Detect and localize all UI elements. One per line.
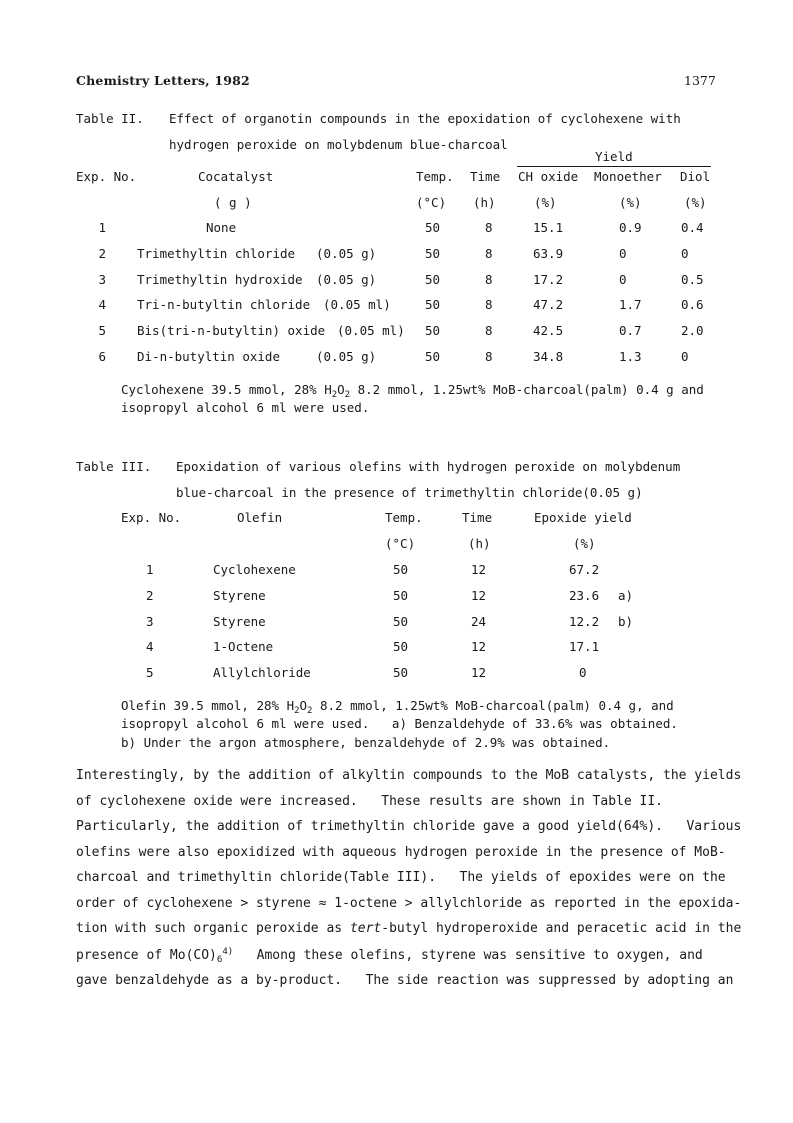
table-3-col-time: Time (462, 510, 493, 525)
monoether: 0 (619, 246, 627, 261)
time: 8 (485, 246, 493, 261)
note-text: 8.2 mmol, 1.25wt% MoB-charcoal(palm) 0.4 g and (350, 382, 704, 397)
subscript: 2 (294, 706, 300, 716)
table-2-label: Table II. (76, 111, 144, 126)
temp: 50 (393, 562, 409, 577)
table-2-col-time: Time (470, 169, 501, 184)
yield: 0 (579, 665, 587, 680)
footnote-ref: a) (618, 588, 634, 603)
table-2-unit-monoether: (%) (619, 195, 642, 210)
body-line: of cyclohexene oxide were increased. These results are shown in Table II. (76, 794, 663, 809)
subscript: 6 (216, 955, 223, 965)
exp-no: 3 (98, 272, 106, 287)
journal-header: Chemistry Letters, 1982 (76, 73, 250, 88)
footnote-ref: b) (618, 614, 634, 629)
table-2-col-cocatalyst: Cocatalyst (198, 169, 274, 184)
body-line: Interestingly, by the addition of alkyltin compounds to the MoB catalysts, the yields (76, 768, 742, 783)
olefin: Allylchloride (213, 665, 311, 680)
temp: 50 (425, 246, 441, 261)
monoether: 1.3 (619, 349, 642, 364)
body-line: order of cyclohexene > styrene ≈ 1-octene > allylchloride as reported in the epoxida- (76, 896, 742, 911)
time: 12 (471, 665, 487, 680)
note-text: Cyclohexene 39.5 mmol, 28% H (121, 382, 332, 397)
amount: (0.05 ml) (323, 297, 391, 312)
monoether: 0.7 (619, 323, 642, 338)
body-line: charcoal and trimethyltin chloride(Table III). The yields of epoxides were on the (76, 870, 726, 885)
subscript: 2 (344, 390, 351, 400)
time: 12 (471, 588, 487, 603)
table-2-caption-line-2: hydrogen peroxide on molybdenum blue-charcoal (169, 137, 508, 152)
yield: 67.2 (569, 562, 600, 577)
exp-no: 5 (146, 665, 154, 680)
yield: 23.6 (569, 588, 600, 603)
table-3-label: Table III. (76, 459, 152, 474)
cocatalyst: Bis(tri-n-butyltin) oxide (137, 323, 326, 338)
body-line: olefins were also epoxidized with aqueous hydrogen peroxide in the presence of MoB- (76, 845, 726, 860)
table-2-note-line-1 (121, 382, 704, 400)
monoether: 0.9 (619, 220, 642, 235)
table-2-caption-line-1: Effect of organotin compounds in the epoxidation of cyclohexene with (169, 111, 681, 126)
diol: 0.5 (681, 272, 704, 287)
temp: 50 (425, 349, 441, 364)
cocatalyst: Di-n-butyltin oxide (137, 349, 280, 364)
table-2-col-exp: Exp. No. (76, 169, 137, 184)
temp: 50 (425, 220, 441, 235)
body-line: gave benzaldehyde as a by-product. The side reaction was suppressed by adopting an (76, 973, 734, 988)
table-3-caption-line-2: blue-charcoal in the presence of trimethyltin chloride(0.05 g) (176, 485, 643, 500)
amount: (0.05 g) (316, 272, 377, 287)
table-2-unit-cocatalyst: ( g ) (214, 195, 252, 210)
diol: 0 (681, 246, 689, 261)
cocatalyst: Tri-n-butyltin chloride (137, 297, 311, 312)
body-text: presence of Mo(CO) (76, 948, 217, 963)
note-text: O (337, 382, 345, 397)
table-3-caption-line-1: Epoxidation of various olefins with hydrogen peroxide on molybdenum (176, 459, 681, 474)
time: 8 (485, 323, 493, 338)
table-2-yield-header: Yield (595, 149, 633, 164)
amount: (0.05 g) (316, 349, 377, 364)
table-2-col-ch-oxide: CH oxide (518, 169, 579, 184)
table-3-note-line-3: b) Under the argon atmosphere, benzaldehyde of 2.9% was obtained. (121, 735, 611, 750)
exp-no: 1 (146, 562, 154, 577)
time: 12 (471, 639, 487, 654)
ch-oxide: 15.1 (533, 220, 564, 235)
olefin: Cyclohexene (213, 562, 296, 577)
subscript: 2 (307, 706, 313, 716)
table-2-note-line-2: isopropyl alcohol 6 ml were used. (121, 400, 370, 415)
body-line: Particularly, the addition of trimethyltin chloride gave a good yield(64%). Various (76, 819, 742, 834)
cocatalyst: Trimethyltin chloride (137, 246, 296, 261)
time: 8 (485, 272, 493, 287)
amount: (0.05 ml) (337, 323, 405, 338)
table-2-unit-time: (h) (473, 195, 496, 210)
exp-no: 5 (98, 323, 106, 338)
table-3-col-yield: Epoxide yield (534, 510, 632, 525)
table-3-col-temp: Temp. (385, 510, 423, 525)
table-2-unit-ch-oxide: (%) (534, 195, 557, 210)
exp-no: 2 (98, 246, 106, 261)
time: 12 (471, 562, 487, 577)
temp: 50 (393, 588, 409, 603)
diol: 2.0 (681, 323, 704, 338)
ch-oxide: 34.8 (533, 349, 564, 364)
table-3-note-line-1 (121, 698, 674, 716)
note-text: O (299, 698, 308, 713)
table-2-col-diol: Diol (680, 169, 711, 184)
note-text: 8.2 mmol, 1.25wt% MoB-charcoal(palm) 0.4 g, and (312, 698, 674, 713)
temp: 50 (425, 297, 441, 312)
body-line (76, 921, 741, 936)
diol: 0.4 (681, 220, 704, 235)
time: 8 (485, 349, 493, 364)
exp-no: 4 (146, 639, 154, 654)
ch-oxide: 17.2 (533, 272, 564, 287)
yield: 12.2 (569, 614, 600, 629)
time: 8 (485, 297, 493, 312)
monoether: 1.7 (619, 297, 642, 312)
temp: 50 (425, 323, 441, 338)
reference-mark: 4) (222, 947, 234, 957)
table-3-note-line-2: isopropyl alcohol 6 ml were used. a) Benzaldehyde of 33.6% was obtained. (121, 716, 678, 731)
cocatalyst: Trimethyltin hydroxide (137, 272, 303, 287)
body-text: -butyl hydroperoxide and peracetic acid in the (381, 921, 742, 936)
temp: 50 (425, 272, 441, 287)
table-3-col-exp: Exp. No. (121, 510, 182, 525)
table-3-unit-time: (h) (468, 536, 491, 551)
table-2-col-temp: Temp. (416, 169, 454, 184)
diol: 0 (681, 349, 689, 364)
exp-no: 4 (98, 297, 106, 312)
amount: (0.05 g) (316, 246, 377, 261)
time: 8 (485, 220, 493, 235)
exp-no: 2 (146, 588, 154, 603)
table-2-unit-temp: (°C) (416, 195, 447, 210)
yield: 17.1 (569, 639, 600, 654)
temp: 50 (393, 639, 409, 654)
subscript: 2 (331, 390, 338, 400)
ch-oxide: 42.5 (533, 323, 564, 338)
temp: 50 (393, 614, 409, 629)
body-text: Among these olefins, styrene was sensitive to oxygen, and (233, 948, 703, 963)
note-text: Olefin 39.5 mmol, 28% H (121, 698, 295, 713)
exp-no: 3 (146, 614, 154, 629)
time: 24 (471, 614, 487, 629)
italic-text: tert (349, 921, 382, 936)
body-text: tion with such organic peroxide as (76, 921, 350, 936)
table-3-col-olefin: Olefin (237, 510, 283, 525)
body-line (76, 948, 703, 963)
exp-no: 6 (98, 349, 106, 364)
monoether: 0 (619, 272, 627, 287)
page-number: 1377 (684, 73, 716, 88)
olefin: Styrene (213, 588, 266, 603)
table-3-unit-temp: (°C) (385, 536, 416, 551)
table-3-unit-yield: (%) (573, 536, 596, 551)
cocatalyst: None (206, 220, 237, 235)
table-2-unit-diol: (%) (684, 195, 707, 210)
table-2-col-monoether: Monoether (594, 169, 662, 184)
diol: 0.6 (681, 297, 704, 312)
table-2-yield-rule (517, 166, 711, 167)
ch-oxide: 63.9 (533, 246, 564, 261)
olefin: 1-Octene (213, 639, 274, 654)
ch-oxide: 47.2 (533, 297, 564, 312)
exp-no: 1 (98, 220, 106, 235)
olefin: Styrene (213, 614, 266, 629)
temp: 50 (393, 665, 409, 680)
